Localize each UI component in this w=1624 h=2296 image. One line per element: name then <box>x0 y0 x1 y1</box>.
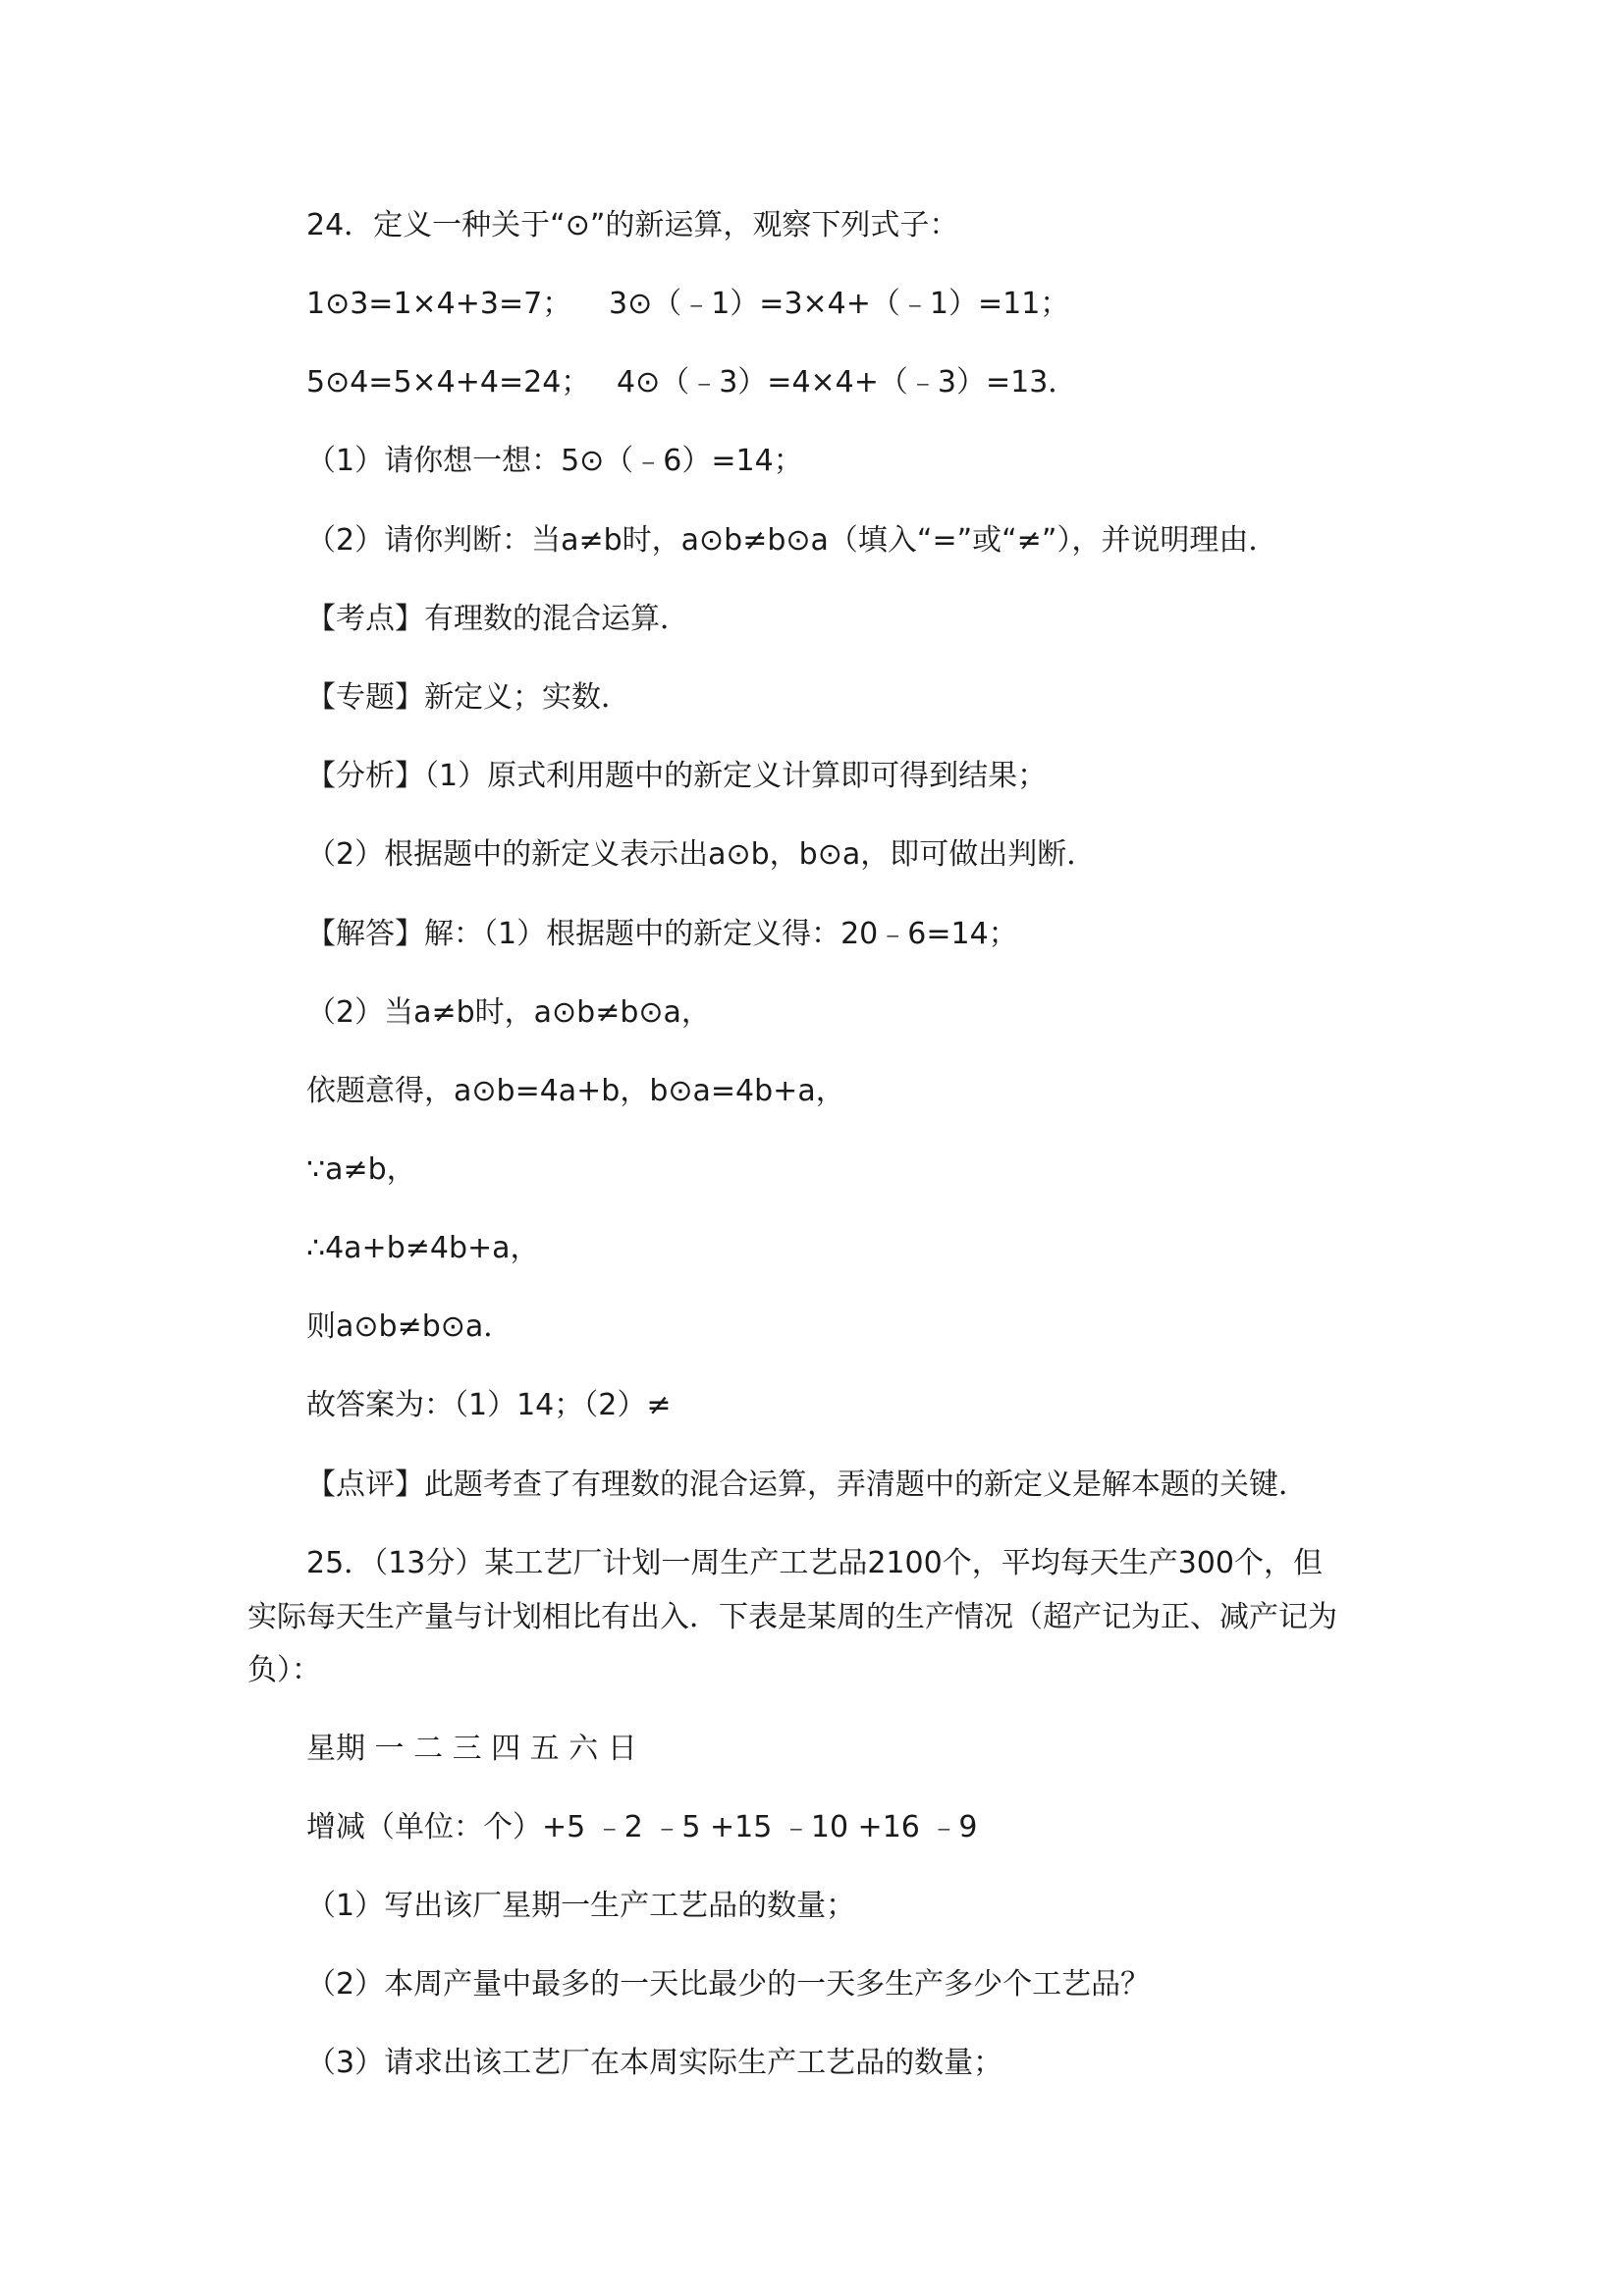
q25-table-row-change: 增减（单位：个）+5 ﹣2 ﹣5 +15 ﹣10 +16 ﹣9 <box>306 1810 978 1844</box>
q25-stem-line-2: 实际每天生产量与计划相比有出入．下表是某周的生产情况（超产记为正、减产记为 <box>247 1600 1337 1634</box>
q24-jieda-3: 依题意得，a⊙b=4a+b，b⊙a=4b+a， <box>306 1074 845 1108</box>
q24-example-1: 1⊙3=1×4+3=7； <box>306 287 572 321</box>
q24-example-2: 3⊙（﹣1）=3×4+（﹣1）=11； <box>609 287 1070 321</box>
q24-fenxi-1: 【分析】（1）原式利用题中的新定义计算即可得到结果； <box>306 759 1048 793</box>
q25-stem-line-3: 负）： <box>247 1653 321 1687</box>
q24-kaodian: 【考点】有理数的混合运算． <box>306 602 689 636</box>
q25-part-3: （3）请求出该工艺厂在本周实际生产工艺品的数量； <box>306 2046 1003 2080</box>
q24-jieda-1: 【解答】解：（1）根据题中的新定义得：20﹣6=14； <box>306 917 1018 951</box>
q25-part-1: （1）写出该厂星期一生产工艺品的数量； <box>306 1889 856 1923</box>
q24-jieda-5: ∴4a+b≠4b+a， <box>306 1231 540 1265</box>
q24-dianping: 【点评】此题考查了有理数的混合运算，弄清题中的新定义是解本题的关键． <box>306 1468 1308 1502</box>
q25-table-row-weekday: 星期 一 二 三 四 五 六 日 <box>306 1732 637 1766</box>
q25-stem-line-1: 25．（13分）某工艺厂计划一周生产工艺品2100个，平均每天生产300个，但 <box>306 1546 1323 1580</box>
q24-jieda-4: ∵a≠b， <box>306 1152 416 1187</box>
q24-zhuanti: 【专题】新定义；实数． <box>306 680 630 715</box>
q24-fenxi-2: （2）根据题中的新定义表示出a⊙b，b⊙a，即可做出判断． <box>306 837 1097 872</box>
q24-jieda-2: （2）当a≠b时，a⊙b≠b⊙a， <box>306 995 711 1030</box>
q24-part-2: （2）请你判断：当a≠b时，a⊙b≠b⊙a（填入“=”或“≠”），并说明理由． <box>306 523 1278 558</box>
q24-answer: 故答案为：（1）14；（2）≠ <box>306 1388 672 1422</box>
q24-example-4: 4⊙（﹣3）=4×4+（﹣3）=13． <box>617 365 1078 400</box>
q25-part-2: （2）本周产量中最多的一天比最少的一天多生产多少个工艺品？ <box>306 1967 1151 2002</box>
q24-part-1: （1）请你想一想：5⊙（﹣6）=14； <box>306 444 803 478</box>
q24-example-3: 5⊙4=5×4+4=24； <box>306 365 591 400</box>
q24-stem: 24．定义一种关于“⊙”的新运算，观察下列式子： <box>306 208 959 242</box>
q24-jieda-6: 则a⊙b≠b⊙a． <box>306 1309 514 1344</box>
